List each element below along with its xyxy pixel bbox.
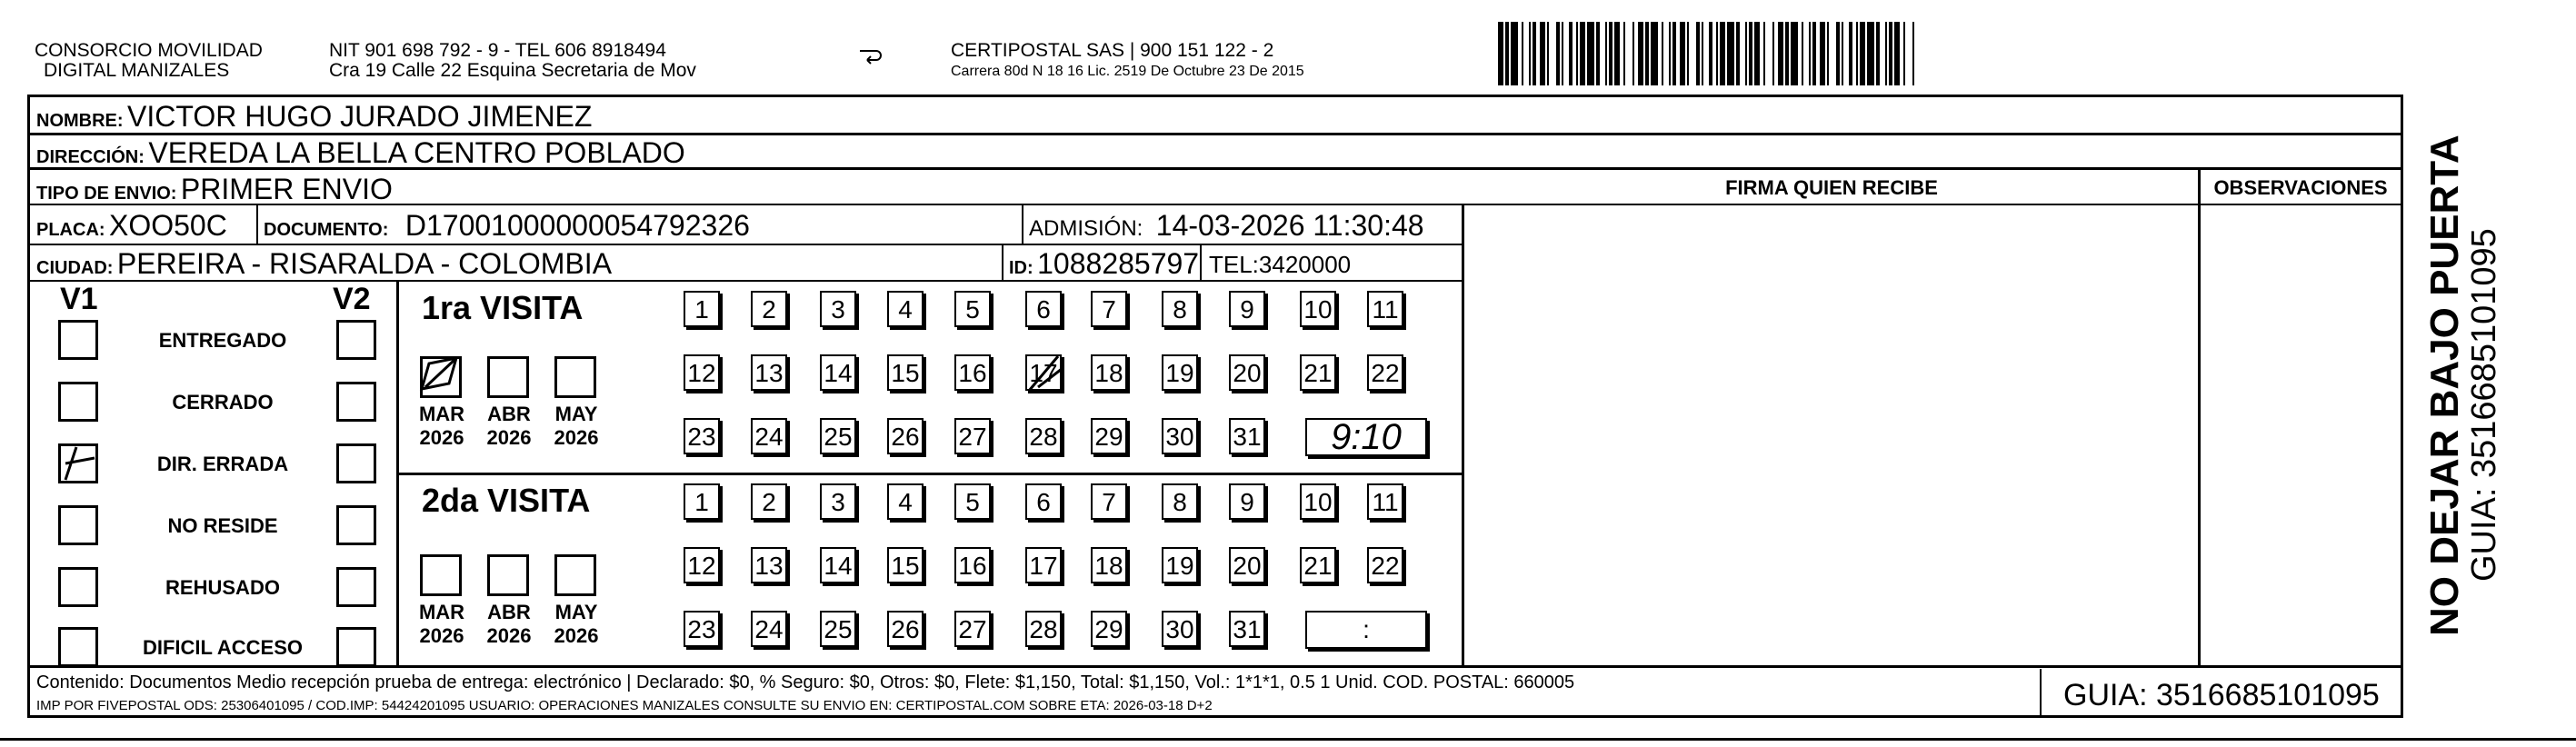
documento-value: D17001000000054792326 [404,209,750,242]
second-day-18[interactable]: 18 [1091,547,1127,583]
status-label-4: REHUSADO [165,576,280,599]
day-17-mark-icon [1022,351,1067,396]
first-year-label-0: 2026 [419,426,464,449]
admision-label: ADMISIÓN: [1029,216,1143,241]
second-month-label-1: ABR [487,601,531,623]
first-year-label-2: 2026 [554,426,599,449]
second-day-26[interactable]: 26 [887,611,924,647]
second-month-checkbox-1[interactable] [487,554,529,596]
second-time-box[interactable]: : [1305,611,1427,649]
id-label: ID: [1009,258,1033,278]
first-month-label-2: MAY [554,403,598,425]
second-day-10[interactable]: 10 [1300,483,1336,520]
first-day-8[interactable]: 8 [1162,291,1198,327]
second-day-8[interactable]: 8 [1162,483,1198,520]
v1-checkbox-1[interactable] [58,382,98,422]
tipo-envio-label: TIPO DE ENVIO: [36,184,177,204]
second-day-14[interactable]: 14 [820,547,856,583]
second-day-23[interactable]: 23 [684,611,720,647]
ciudad-label: CIUDAD: [36,258,114,278]
second-day-19[interactable]: 19 [1162,547,1198,583]
second-day-11[interactable]: 11 [1367,483,1403,520]
first-day-14[interactable]: 14 [820,354,856,391]
id-value: 1088285797 [1037,247,1200,280]
second-day-7[interactable]: 7 [1091,483,1127,520]
firma-header: FIRMA QUIEN RECIBE [1725,176,1938,199]
second-day-25[interactable]: 25 [820,611,856,647]
status-label-5: DIFICIL ACCESO [142,636,303,659]
first-day-5[interactable]: 5 [954,291,991,327]
first-day-20[interactable]: 20 [1229,354,1265,391]
first-day-18[interactable]: 18 [1091,354,1127,391]
first-day-26[interactable]: 26 [887,418,924,454]
placa-row [36,209,227,243]
direccion-row [36,136,685,170]
second-day-29[interactable]: 29 [1091,611,1127,647]
second-day-27[interactable]: 27 [954,611,991,647]
admision-row [1029,209,1424,243]
v1-checkbox-4[interactable] [58,567,98,607]
first-month-label-0: MAR [418,403,465,425]
status-label-2: DIR. ERRADA [156,453,289,475]
tel-value: 3420000 [1258,251,1352,278]
first-day-17[interactable]: 17 [1025,354,1062,391]
first-day-12[interactable]: 12 [684,354,720,391]
v1-checkbox-0[interactable] [58,320,98,360]
first-day-7[interactable]: 7 [1091,291,1127,327]
ciudad-row [36,247,612,281]
first-day-29[interactable]: 29 [1091,418,1127,454]
placa-value: XOO50C [109,209,227,242]
company-address: Cra 19 Calle 22 Esquina Secretaria de Mov [329,60,696,81]
company-nit: NIT 901 698 792 - 9 - TEL 606 8918494 [329,40,666,61]
first-day-3[interactable]: 3 [820,291,856,327]
bottom-rule [0,738,2576,741]
first-visit-title: 1ra VISITA [422,289,584,326]
second-day-28[interactable]: 28 [1025,611,1062,647]
first-year-label-1: 2026 [486,426,532,449]
first-day-9[interactable]: 9 [1229,291,1265,327]
first-day-21[interactable]: 21 [1300,354,1336,391]
second-day-15[interactable]: 15 [887,547,924,583]
tipo-envio-value: PRIMER ENVIO [180,173,393,205]
first-day-19[interactable]: 19 [1162,354,1198,391]
barcode [1498,22,2225,85]
first-day-15[interactable]: 15 [887,354,924,391]
second-day-17[interactable]: 17 [1025,547,1062,583]
status-label-0: ENTREGADO [158,329,287,352]
first-day-2[interactable]: 2 [751,291,787,327]
first-day-11[interactable]: 11 [1367,291,1403,327]
company-name-line2: DIGITAL MANIZALES [44,60,230,81]
first-month-label-1: ABR [487,403,531,425]
first-day-10[interactable]: 10 [1300,291,1336,327]
company-name-line1: CONSORCIO MOVILIDAD [35,40,263,61]
first-day-30[interactable]: 30 [1162,418,1198,454]
second-day-20[interactable]: 20 [1229,547,1265,583]
second-day-9[interactable]: 9 [1229,483,1265,520]
admision-value: 14-03-2026 11:30:48 [1155,209,1424,242]
v1-checkbox-3[interactable] [58,505,98,545]
second-day-31[interactable]: 31 [1229,611,1265,647]
second-day-12[interactable]: 12 [684,547,720,583]
second-visit-title: 2da VISITA [422,482,591,519]
first-day-23[interactable]: 23 [684,418,720,454]
first-day-6[interactable]: 6 [1025,291,1062,327]
observaciones-header: OBSERVACIONES [2213,176,2388,199]
first-day-4[interactable]: 4 [887,291,924,327]
id-row [1009,247,1199,281]
first-time-box[interactable]: 9:10 [1305,418,1427,456]
second-day-6[interactable]: 6 [1025,483,1062,520]
first-day-28[interactable]: 28 [1025,418,1062,454]
second-day-4[interactable]: 4 [887,483,924,520]
nombre-value: VICTOR HUGO JURADO JIMENEZ [127,100,593,133]
first-day-25[interactable]: 25 [820,418,856,454]
second-year-label-1: 2026 [486,624,532,647]
mar-mark-icon [416,351,471,396]
direccion-value: VEREDA LA BELLA CENTRO POBLADO [148,136,685,169]
nombre-row [36,100,592,134]
first-day-27[interactable]: 27 [954,418,991,454]
footer-contents: Contenido: Documentos Medio recepción prueba de entrega: electrónico | Declarado: $0, % Seguro: $0, Otros: $0, Flete: $1,150, Total: $1,150, Vol.: 1*1*1, 0.5 1 Unid. COD. POSTAL: 660005 [36,672,1575,692]
second-day-1[interactable]: 1 [684,483,720,520]
tel-label: TEL: [1209,251,1259,278]
second-day-5[interactable]: 5 [954,483,991,520]
documento-label: DOCUMENTO: [264,220,389,240]
second-month-checkbox-0[interactable] [420,554,462,596]
no-dejar-warning: NO DEJAR BAJO PUERTA [2422,134,2467,636]
second-day-30[interactable]: 30 [1162,611,1198,647]
first-month-checkbox-1[interactable] [487,356,529,398]
second-day-3[interactable]: 3 [820,483,856,520]
second-day-21[interactable]: 21 [1300,547,1336,583]
ciudad-value: PEREIRA - RISARALDA - COLOMBIA [116,247,613,280]
footer-guia: GUIA: 3516685101095 [2063,678,2380,712]
first-day-16[interactable]: 16 [954,354,991,391]
courier-logo-icon [856,42,884,69]
v1-checkbox-5[interactable] [58,627,98,667]
first-day-31[interactable]: 31 [1229,418,1265,454]
first-month-checkbox-2[interactable] [554,356,596,398]
first-day-1[interactable]: 1 [684,291,720,327]
nombre-label: NOMBRE: [36,111,124,131]
second-day-22[interactable]: 22 [1367,547,1403,583]
footer-print-info: IMP POR FIVEPOSTAL ODS: 25306401095 / COD.IMP: 54424201095 USUARIO: OPERACIONES MANIZALES CONSULTE SU ENVIO EN: CERTIPOSTAL.COM SOBRE ETA: 2026-03-18 D+2 [36,698,1213,713]
observations-area[interactable] [2202,207,2400,663]
status-label-1: CERRADO [172,391,274,413]
second-day-13[interactable]: 13 [751,547,787,583]
side-guia: GUIA: 3516685101095 [2465,228,2503,582]
dir-errada-mark-icon [58,443,98,483]
second-day-24[interactable]: 24 [751,611,787,647]
second-day-16[interactable]: 16 [954,547,991,583]
v2-header: V2 [333,282,371,316]
second-month-label-2: MAY [554,601,598,623]
second-month-checkbox-2[interactable] [554,554,596,596]
second-year-label-2: 2026 [554,624,599,647]
status-label-3: NO RESIDE [167,514,278,537]
second-year-label-0: 2026 [419,624,464,647]
direccion-label: DIRECCIÓN: [36,147,145,167]
second-day-2[interactable]: 2 [751,483,787,520]
tipo-envio-row [36,173,393,206]
second-month-label-0: MAR [418,601,465,623]
documento-row [264,209,750,243]
first-day-13[interactable]: 13 [751,354,787,391]
first-day-22[interactable]: 22 [1367,354,1403,391]
tel-row [1209,251,1351,279]
v1-header: V1 [60,282,98,316]
first-day-24[interactable]: 24 [751,418,787,454]
placa-label: PLACA: [36,220,105,240]
courier-address: Carrera 80d N 18 16 Lic. 2519 De Octubre 23 De 2015 [951,64,1304,79]
signature-area[interactable] [1465,207,2196,663]
courier-name: CERTIPOSTAL SAS | 900 151 122 - 2 [951,40,1274,61]
